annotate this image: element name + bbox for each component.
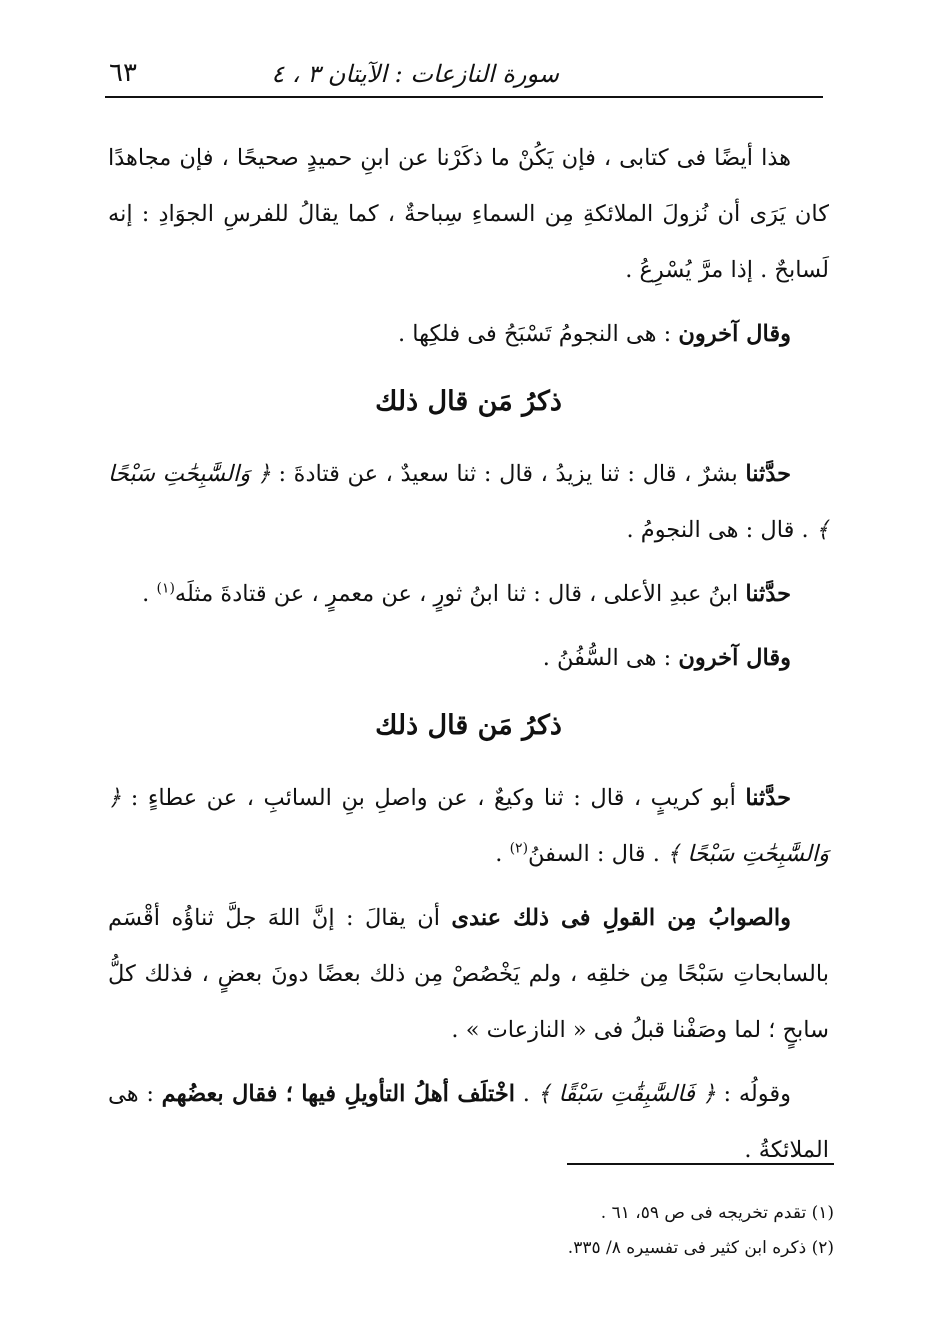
lead-phrase: وقال آخرون — [678, 321, 791, 347]
lead-phrase: حدَّثنا — [745, 581, 791, 607]
main-text — [108, 130, 829, 1186]
footnote: (٢) ذكره ابن كثير فى تفسيره ٨/ ٣٣٥. — [567, 1238, 834, 1258]
page-number: ٦٣ — [109, 58, 137, 88]
paragraph: حدَّثنا بشرٌ ، قال : ثنا يزيدُ ، قال : ثنا سعيدٌ ، عن قتادةَ : ﴿ وَالسَّٰبِحَٰتِ سَبْحًا ﴾ . قال : هى النجومُ . — [108, 461, 829, 543]
footnotes — [480, 1196, 834, 1266]
paragraph: حدَّثنا أبو كريبٍ ، قال : ثنا وكيعٌ ، عن واصلِ بنِ السائبِ ، عن عطاءٍ : ﴿ وَالسَّٰبِحَٰتِ سَبْحًا ﴾ . قال : السفنُ$^{(٢)}$ . — [108, 785, 829, 867]
paragraph: حدَّثنا ابنُ عبدِ الأعلى ، قال : ثنا ابنُ ثورٍ ، عن معمرٍ ، عن قتادةَ مثلَه$^{(١)}$ . — [142, 580, 791, 607]
paragraph: وقال آخرون : هى النجومُ تَسْبَحُ فى فلكِها . — [397, 321, 791, 347]
lead-phrase: حدَّثنا — [745, 461, 791, 487]
footnote: (١) تقدم تخريجه فى ص ٥٩، ٦١ . — [600, 1203, 834, 1223]
paragraph: والصوابُ مِن القولِ فى ذلك عندى أن يقالَ : إنَّ اللهَ جلَّ ثناؤُه أقْسَم بالسابحاتِ سَبْحًا مِن خلقِه ، ولم يَخْصُصْ مِن ذلك بعضًا دونَ بعضٍ ، فذلك كلُّ سابحٍ ؛ لما وصَفْنا قبلُ فى « النازعات » . — [108, 905, 829, 1043]
lead-phrase: وقال آخرون — [678, 645, 791, 671]
bold-phrase: اخْتلَف أهلُ التأويلِ فيها ؛ فقال بعضُهم — [161, 1081, 516, 1107]
quran-quote: ﴿ فَالسَّٰبِقَٰتِ سَبْقًا ﴾ — [537, 1081, 716, 1107]
page-header — [105, 52, 823, 98]
paragraph: هذا أيضًا فى كتابى ، فإن يَكُنْ ما ذكَرْنا عن ابنِ حميدٍ صحيحًا ، فإن مجاهدًا كان يَرَى أن نُزولَ الملائكةِ مِن السماءِ سِباحةٌ ، كما يقالُ للفرسِ الجوَادِ : إنه لَسابحٌ . إذا مرَّ يُسْرِعُ . — [108, 145, 829, 283]
lead-phrase: حدَّثنا — [745, 785, 791, 811]
lead-phrase: والصوابُ مِن القولِ فى ذلك عندى — [451, 905, 791, 931]
footnote-marker: (٢) — [509, 840, 529, 857]
section-heading: ذكرُ مَن قال ذلك — [375, 386, 562, 417]
running-title: سورة النازعات : الآيتان ٣ ، ٤ — [271, 60, 559, 88]
quran-quote: ﴿ وَالسَّٰبِحَٰتِ سَبْحًا ﴾ — [108, 461, 829, 543]
footnote-marker: (١) — [156, 580, 175, 597]
quran-quote: ﴿ وَالسَّٰبِحَٰتِ سَبْحًا ﴾ — [108, 785, 829, 867]
footnote-divider — [567, 1163, 834, 1165]
paragraph: وقال آخرون : هى السُّفُنُ . — [542, 645, 791, 671]
paragraph: وقولُه : ﴿ فَالسَّٰبِقَٰتِ سَبْقًا ﴾ . اخْتلَف أهلُ التأويلِ فيها ؛ فقال بعضُهم : هى الملائكةُ . — [108, 1081, 829, 1163]
section-heading: ذكرُ مَن قال ذلك — [375, 710, 562, 741]
